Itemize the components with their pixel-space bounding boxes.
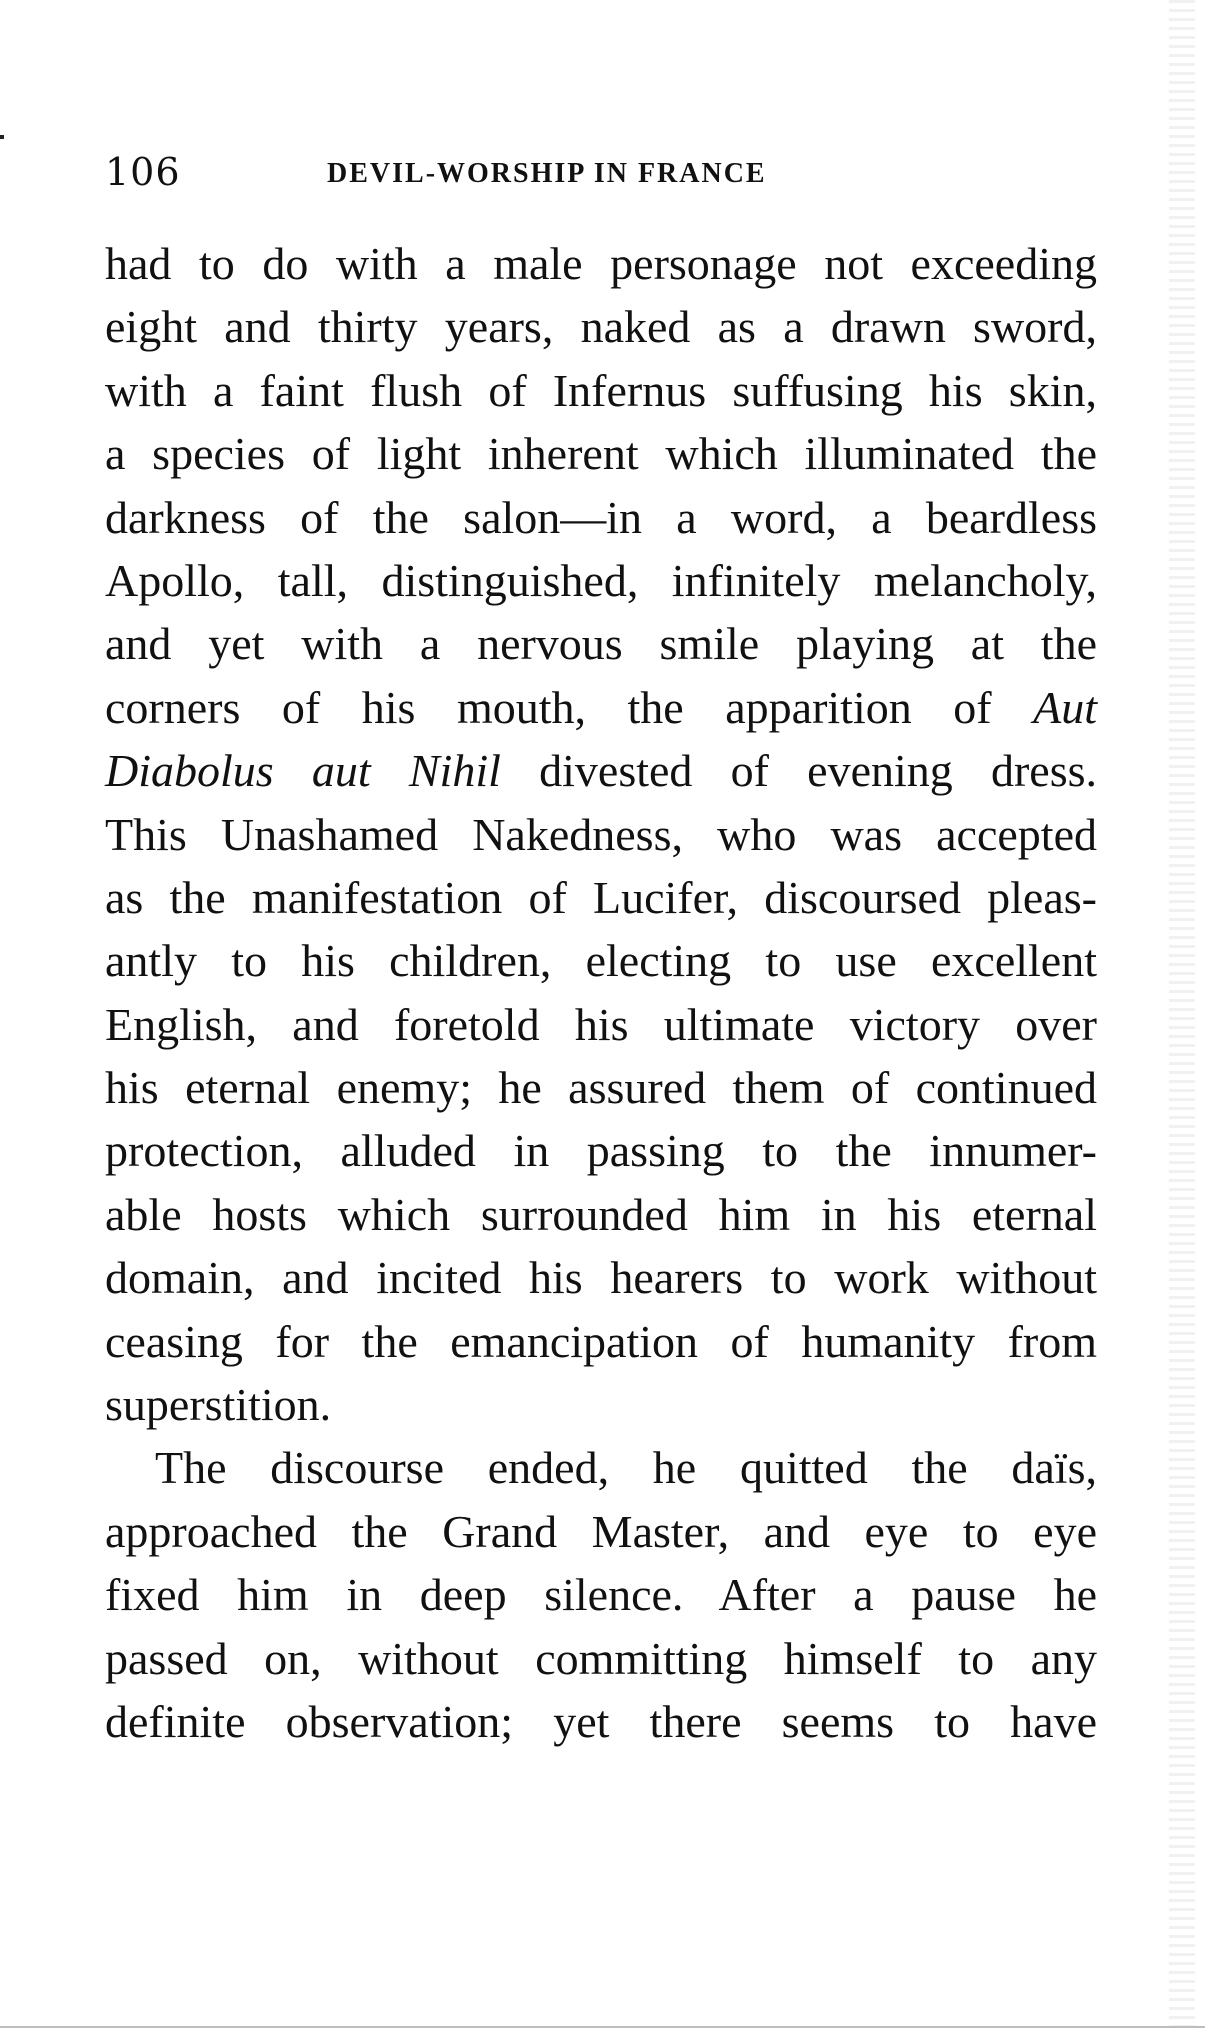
text-line: as the manifestation of Lucifer, discoursed pleas- — [105, 871, 1097, 923]
text-line: fixed him in deep silence. After a pause he — [105, 1569, 1097, 1621]
page-number: 106 — [105, 150, 181, 194]
running-head: DEVIL-WORSHIP IN FRANCE — [327, 158, 767, 189]
text-line: ceasing for the emancipation of humanity from — [105, 1315, 1097, 1367]
text-line: Apollo, tall, distinguished, infinitely melancholy, — [105, 554, 1097, 606]
text-line: his eternal enemy; he assured them of continued — [105, 1062, 1097, 1114]
paragraph-1 — [105, 232, 1097, 1436]
text-line: protection, alluded in passing to the innumer- — [105, 1125, 1097, 1177]
text-line: and yet with a nervous smile playing at the — [105, 618, 1097, 670]
text-line: had to do with a male personage not exceeding — [105, 238, 1097, 289]
text-line: antly to his children, electing to use excellent — [105, 935, 1097, 987]
text-line: definite observation; yet there seems to have — [105, 1695, 1097, 1747]
page-bottom-edge — [0, 2026, 1205, 2028]
text-line: superstition. — [105, 1379, 332, 1431]
text-line: with a faint flush of Infernus suffusing his skin, — [105, 364, 1097, 416]
text-line: domain, and incited his hearers to work without — [105, 1252, 1097, 1304]
text-line: able hosts which surrounded him in his eternal — [105, 1188, 1097, 1240]
text-line-mixed — [105, 739, 1097, 802]
text-segment: divested of evening dress. — [539, 745, 1098, 797]
italic-text: Diabolus aut Nihil — [105, 745, 501, 797]
text-line: The discourse ended, he quitted the daïs, — [155, 1442, 1097, 1494]
text-line: English, and foretold his ultimate victory over — [105, 998, 1097, 1050]
text-segment: corners of his mouth, the apparition of — [105, 681, 992, 733]
paragraph-2 — [105, 1436, 1097, 1753]
text-line: approached the Grand Master, and eye to eye — [105, 1505, 1097, 1557]
page-header — [105, 150, 1105, 200]
text-line: passed on, without committing himself to any — [105, 1632, 1097, 1684]
text-line-mixed — [105, 676, 1097, 739]
text-line: This Unashamed Nakedness, who was accepted — [105, 808, 1097, 860]
text-line: darkness of the salon—in a word, a beardless — [105, 491, 1097, 543]
text-line: a species of light inherent which illuminated the — [105, 428, 1097, 480]
text-line: eight and thirty years, naked as a drawn sword, — [105, 301, 1097, 353]
page-edge-texture — [1169, 0, 1195, 2033]
italic-text: Aut — [1033, 681, 1097, 733]
margin-mark — [0, 135, 4, 139]
body-text — [105, 232, 1097, 1753]
